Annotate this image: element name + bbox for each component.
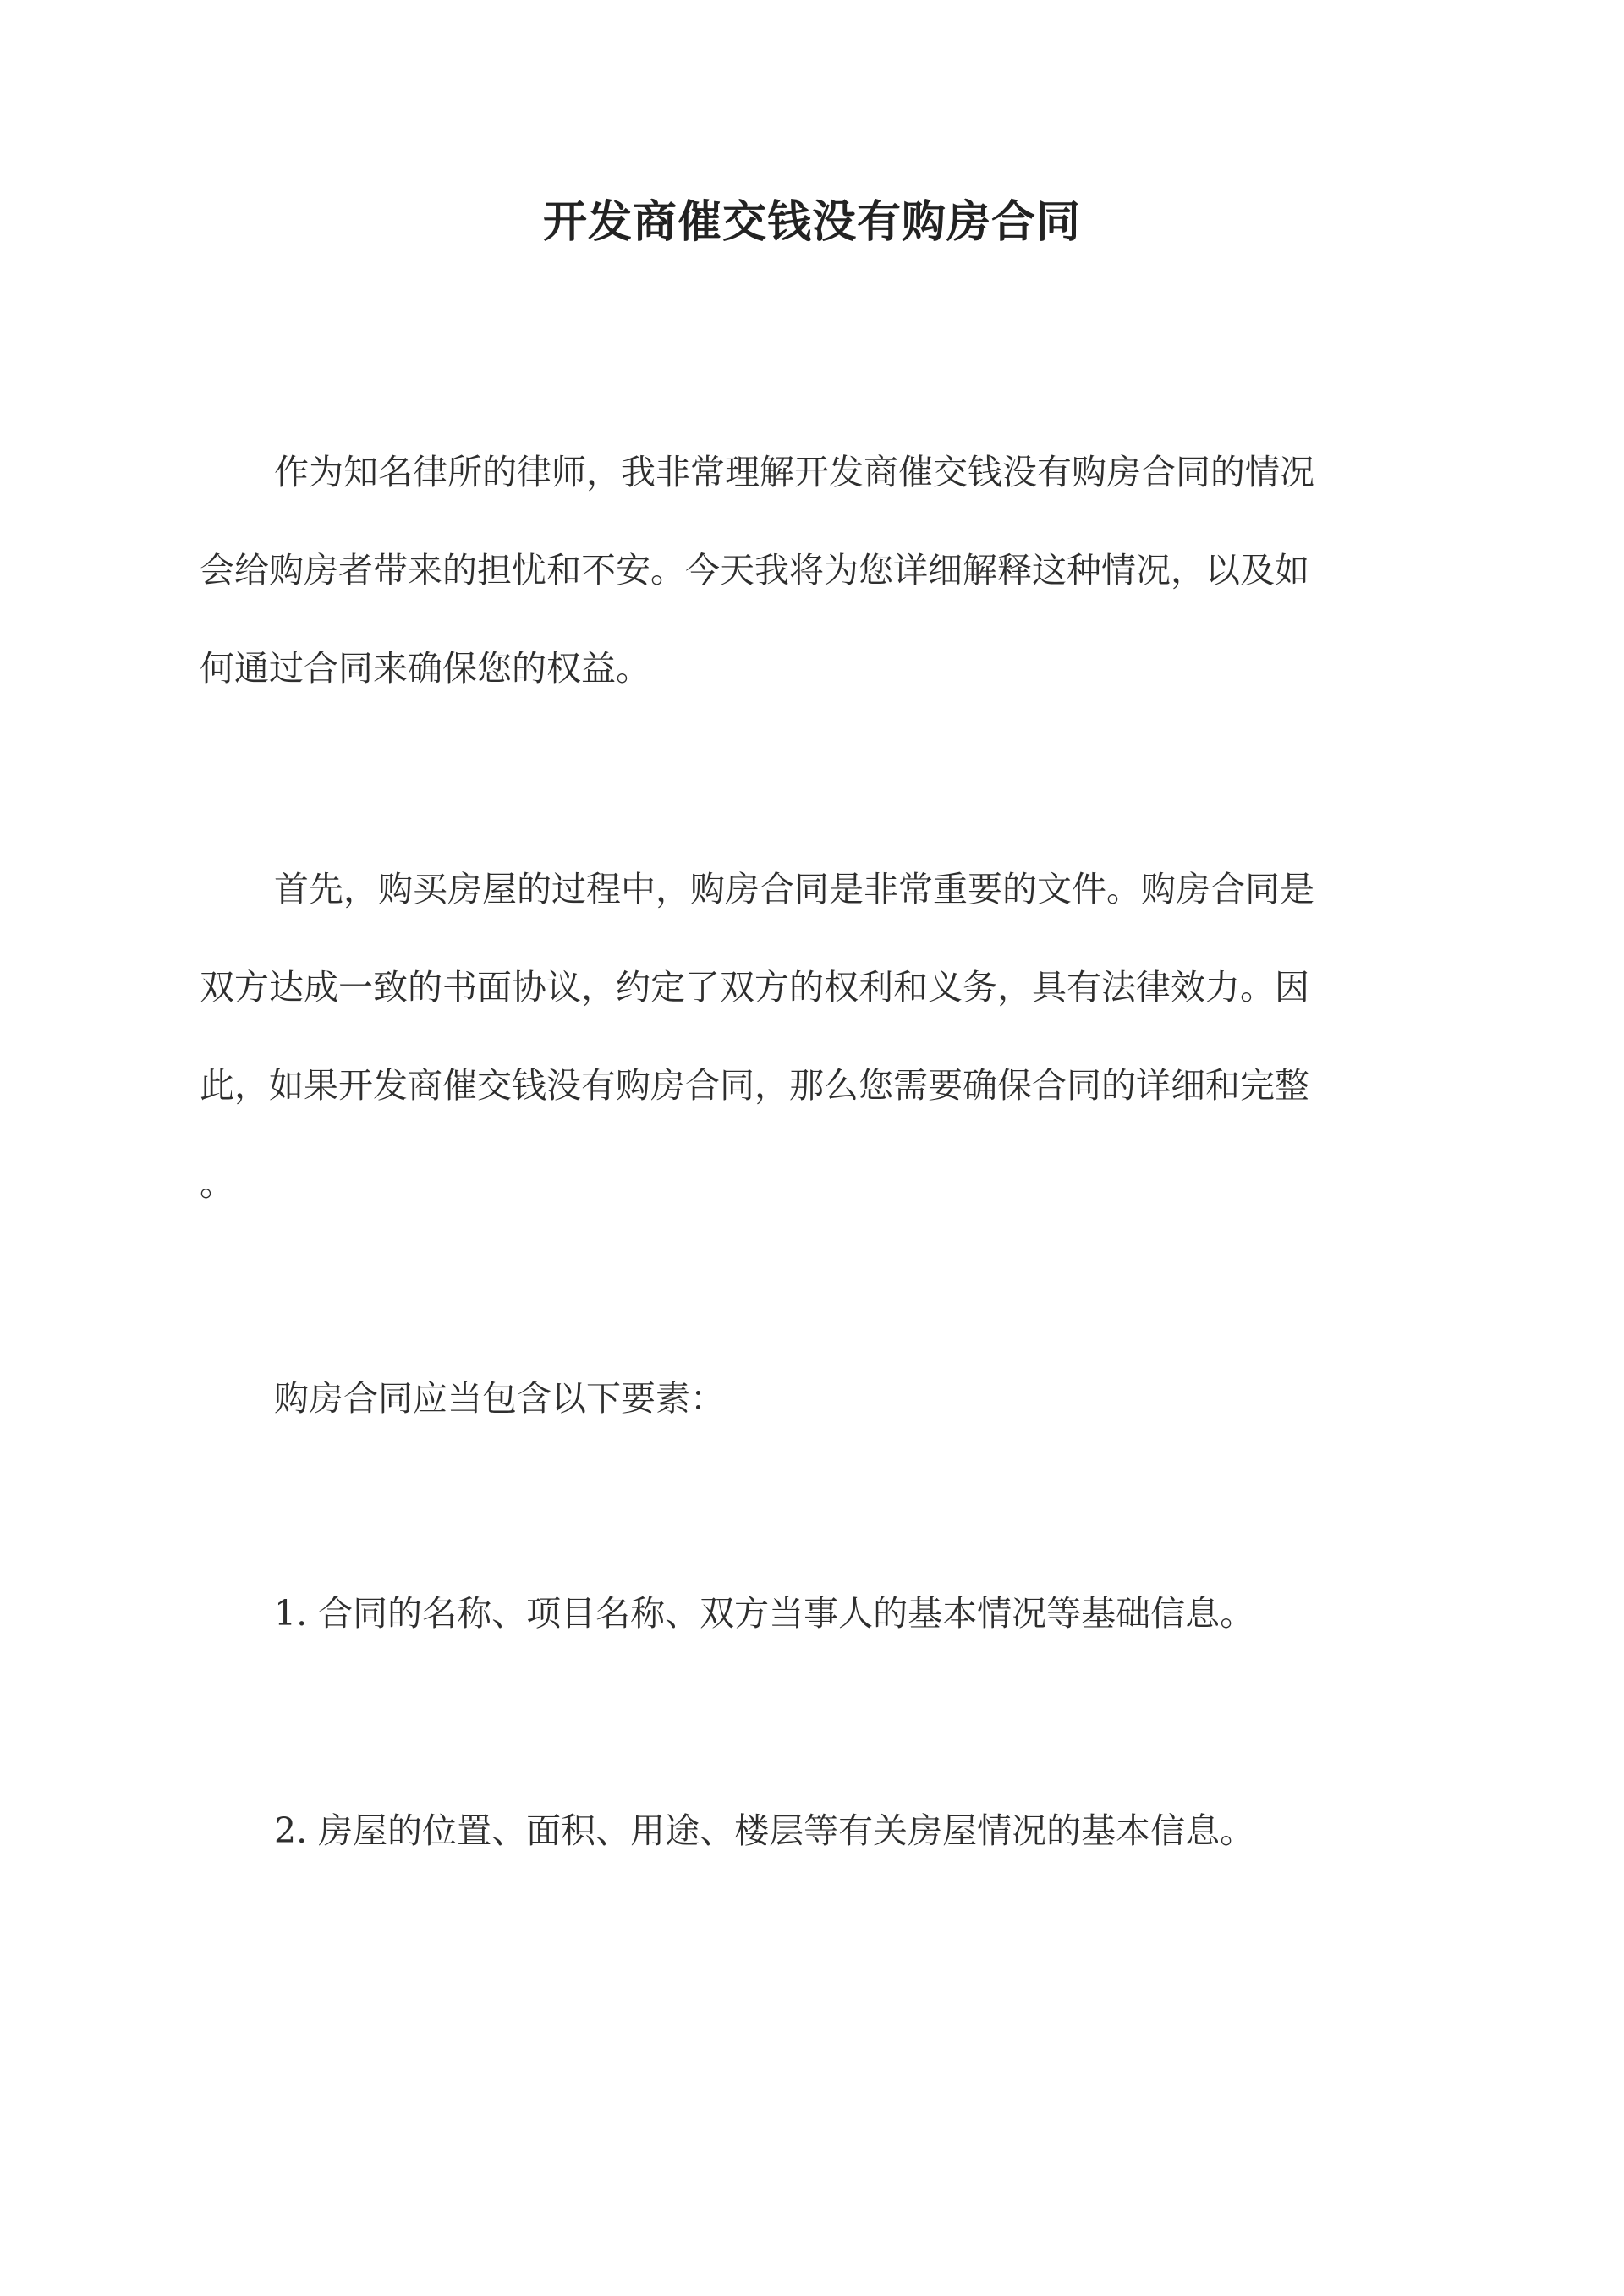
document-title: 开发商催交钱没有购房合同 [542,196,1081,248]
list-item-1 [200,1564,1426,1662]
paragraph-line: 购房合同应当包含以下要素： [274,1378,725,1419]
paragraph-line: 会给购房者带来的担忧和不安。今天我将为您详细解释这种情况，以及如 [200,550,1309,590]
paragraph-contract-importance [200,840,1426,1233]
paragraph-line: 。 [200,1163,234,1204]
list-item-text: 2. 房屋的位置、面积、用途、楼层等有关房屋情况的基本信息。 [274,1810,1255,1851]
paragraph-line: 作为知名律所的律师，我非常理解开发商催交钱没有购房合同的情况 [274,452,1314,492]
list-item-text: 1. 合同的名称、项目名称、双方当事人的基本情况等基础信息。 [274,1593,1255,1634]
paragraph-line: 双方达成一致的书面协议，约定了双方的权利和义务，具有法律效力。因 [200,967,1309,1008]
paragraph-elements-intro [200,1349,1426,1447]
list-item-2 [200,1782,1426,1880]
paragraph-intro [200,423,1426,717]
paragraph-line: 此，如果开发商催交钱没有购房合同，那么您需要确保合同的详细和完整 [200,1065,1309,1106]
paragraph-line: 首先，购买房屋的过程中，购房合同是非常重要的文件。购房合同是 [274,869,1314,909]
paragraph-line: 何通过合同来确保您的权益。 [200,648,650,689]
